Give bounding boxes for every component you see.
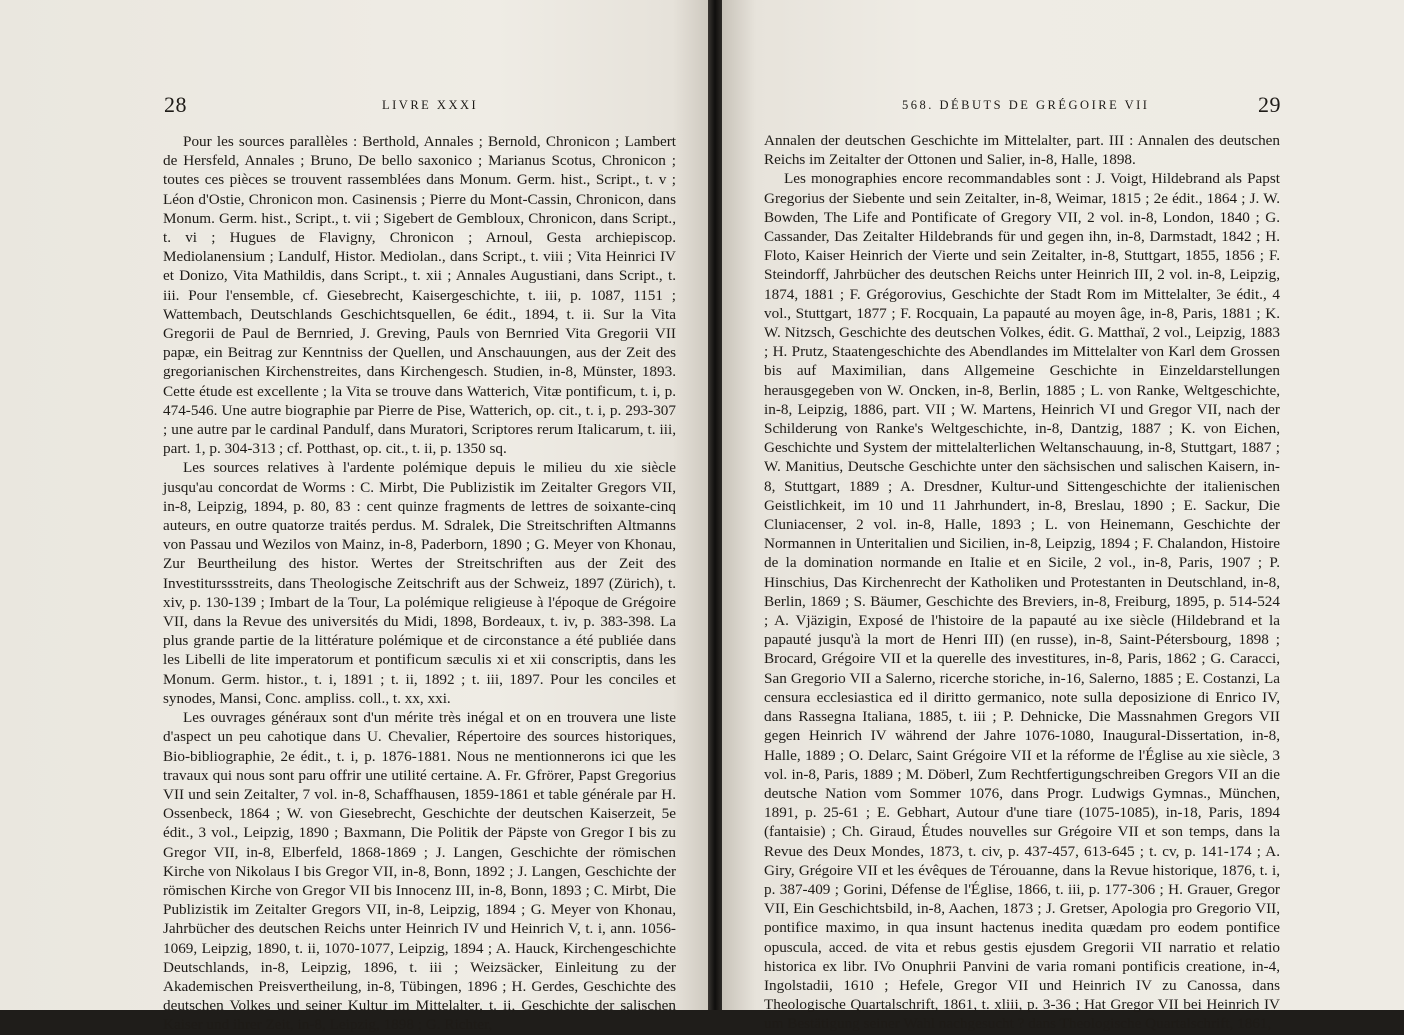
page-number: 28 [164, 92, 187, 117]
paragraph: Les ouvrages généraux sont d'un mérite très inégal et on en trouvera une liste d'aspect un peu cahotique dans U. Chevalier, Répertoire des sources historiques, Bio-bibliographie, 2e édit., t. i, p. 1876-1881. Nous ne mentionnerons ici que les travaux qui nous sont paru offrir une utilité certaine. A. Fr. Gfrörer, Papst Gregorius VII und sein Zeitalter, 7 vol. in-8, Schaffhausen, 1859-1861 et table générale par H. Ossenbeck, 1864 ; W. von Giesebrecht, Geschichte der deutschen Kaiserzeit, 5e édit., 3 vol., Leipzig, 1890 ; Baxmann, Die Politik der Päpste von Gregor I bis zu Gregor VII, in-8, Elberfeld, 1868-1869 ; J. Langen, Geschichte der römischen Kirche von Nikolaus I bis Gregor VII, in-8, Bonn, 1892 ; J. Langen, Geschichte der römischen Kirche von Gregor VII bis Innocenz III, in-8, Bonn, 1893 ; C. Mirbt, Die Publizistik im Zeitalter Gregors VII, in-8, Leipzig, 1894 ; G. Meyer von Khonau, Jahrbücher des deutschen Reichs unter Heinrich IV und Heinrich V, t. i, ann. 1056-1069, Leipzig, 1890, t. ii, 1070-1077, Leipzig, 1894 ; A. Hauck, Kirchengeschichte Deutschlands, in-8, Leipzig, 1896, t. iii ; Weizsäcker, Einleitung zu der Akademischen Preisvertheilung, in-8, Tübingen, 1896 ; H. Gerdes, Geschichte des deutschen Volkes und seiner Kultur im Mittelalter, t. ii, Geschichte der salischen Kaiser und ihrer Zeit, in-8, Leipzig, 1898 ; G. Richter, [163, 709, 676, 1034]
paragraph: Les sources relatives à l'ardente polémique depuis le milieu du xie siècle jusqu'au concordat de Worms : C. Mirbt, Die Publizistik im Zeitalter Gregors VII, in-8, Leipzig, 1894, p. 80, 83 : cent quinze fragments de lettres de soixante-cinq auteurs, en outre quatorze traités perdus. M. Sdralek, Die Streitschriften Altmanns von Passau und Wezilos von Mainz, in-8, Paderborn, 1890 ; G. Meyer von Khonau, Zur Beurtheilung des histor. Wertes der Streitschriften aus der Zeit des Investiturssstreits, dans Theologische Zeitschrift aus der Schweiz, 1897 (Zürich), t. xiv, p. 130-139 ; Imbart de la Tour, La polémique religieuse à l'époque de Grégoire VII, dans la Revue des universités du Midi, 1898, Bordeaux, t. iv, p. 383-398. La plus grande partie de la littérature polémique et de circonstance a été publiée dans les Libelli de lite imperatorum et pontificum sæculis xi et xii conscriptis, dans les Monum. Germ. histor., t. i, 1891 ; t. ii, 1892 ; t. iii, 1897. Pour les conciles et synodes, Mansi, Conc. ampliss. coll., t. xx, xxi. [163, 459, 676, 707]
right-page [722, 0, 1404, 1033]
running-head: LIVRE XXXI [382, 98, 479, 112]
page-body [764, 131, 1280, 1034]
paragraph: Pour les sources parallèles : Berthold, Annales ; Bernold, Chronicon ; Lambert de Hersfeld, Annales ; Bruno, De bello saxonico ; Marianus Scotus, Chronicon ; toutes ces pièces se trouvent rassemblées dans Monum. Germ. hist., Script., t. v ; Léon d'Ostie, Chronicon mon. Casinensis ; Pierre du Mont-Cassin, Chronicon, dans Monum. Germ. hist., Script., t. vii ; Sigebert de Gembloux, Chronicon, dans Script., t. vi ; Hugues de Flavigny, Chronicon ; Arnoul, Gesta archiepiscop. Mediolanensium ; Landulf, Histor. Mediolan., dans Script., t. viii ; Vita Heinrici IV et Donizo, Vita Mathildis, dans Script., t. xii ; Annales Augustiani, dans Script., t. iii. Pour l'ensemble, cf. Giesebrecht, Kaisergeschichte, t. iii, p. 1087, 1151 ; Wattembach, Deutschlands Geschichtsquellen, 6e édit., 1894, t. ii. Sur la Vita Gregorii de Paul de Bernried, J. Greving, Pauls von Bernried Vita Gregorii VII papæ, ein Beitrag zur Kenntniss der Quellen, und Anschauungen, aus der Zeit des gregorianischen Kirchenstreites, dans Kirchengesch. Studien, in-8, Münster, 1893. Cette étude est excellente ; la Vita se trouve dans Watterich, Vitæ pontificum, t. i, p. 474-546. Une autre biographie par Pierre de Pise, Watterich, op. cit., t. i, p. 293-307 ; une autre par le cardinal Pandulf, dans Muratori, Scriptores rerum Italicarum, t. iii, part. 1, p. 304-313 ; cf. Potthast, op. cit., t. ii, p. 1350 sq. [163, 133, 676, 458]
book-gutter [708, 0, 722, 1010]
page-number: 29 [1258, 92, 1281, 117]
paragraph: Annalen der deutschen Geschichte im Mittelalter, part. III : Annalen des deutschen Reichs im Zeitalter der Ottonen und Salier, in-8, Halle, 1898. [764, 132, 1280, 169]
paragraph: Les monographies encore recommandables sont : J. Voigt, Hildebrand als Papst Gregorius der Siebente und sein Zeitalter, in-8, Weimar, 1815 ; 2e édit., 1864 ; J. W. Bowden, The Life and Pontificate of Gregory VII, 2 vol. in-8, London, 1840 ; G. Cassander, Das Zeitalter Hildebrands für und gegen ihn, in-8, Darmstadt, 1842 ; H. Floto, Kaiser Heinrich der Vierte und sein Zeitalter, in-8, Stuttgart, 1855, 1856 ; F. Steindorff, Jahrbücher des deutschen Reichs unter Heinrich III, 2 vol. in-8, Leipzig, 1874, 1881 ; F. Grégorovius, Geschichte der Stadt Rom im Mittelalter, 3e édit., 4 vol., Stuttgart, 1877 ; F. Rocquain, La papauté au moyen âge, in-8, Paris, 1881 ; K. W. Nitzsch, Geschichte des deutschen Volkes, édit. G. Matthaï, 2 vol., Leipzig, 1883 ; H. Prutz, Staatengeschichte des Abendlandes im Mittelalter von Karl dem Grossen bis auf Maximilian, dans Allgemeine Geschichte in Einzeldarstellungen herausgegeben von W. Oncken, in-8, Berlin, 1885 ; L. von Ranke, Weltgeschichte, in-8, Leipzig, 1886, part. VII ; W. Martens, Heinrich VI und Gregor VII, nach der Schilderung von Ranke's Weltgeschichte, in-8, Dantzig, 1887 ; K. von Eichen, Geschichte und System der mittelalterlichen Weltanschauung, in-8, Stuttgart, 1887 ; W. Manitius, Deutsche Geschichte unter den sächsischen und salischen Kaisern, in-8, Stuttgart, 1889 ; A. Dresdner, Kultur-und Sittengeschichte der italienischen Geistlichkeit, im 10 und 11 Jahrhundert, in-8, Breslau, 1890 ; E. Sackur, Die Cluniacenser, 2 vol. in-8, Halle, 1893 ; L. von Heinemann, Geschichte der Normannen in Unteritalien und Sicilien, in-8, Leipzig, 1894 ; F. Chalandon, Histoire de la domination normande en Italie et en Sicile, 2 vol., in-8, Paris, 1907 ; P. Hinschius, Das Kirchenrecht der Katholiken und Protestanten in Deutschland, in-8, Berlin, 1869 ; S. Bäumer, Geschichte des Breviers, in-8, Freiburg, 1895, p. 514-524 ; A. Vjäzigin, Exposé de l'histoire de la papauté au ixe siècle (Hildebrand et la papauté jusqu'à la mort de Henri III) (en russe), in-8, Saint-Pétersbourg, 1898 ; Brocard, Grégoire VII et la querelle des investitures, in-8, Paris, 1862 ; G. Caracci, San Gregorio VII a Salerno, ricerche storiche, in-16, Salerno, 1885 ; E. Costanzi, La censura ecclesiastica ed il diritto germanico, note sulla deposizione di Enrico IV, dans Rassegna Italiana, 1885, t. iii ; P. Dehnicke, Die Massnahmen Gregors VII gegen Heinrich IV während der Jahre 1076-1080, Inaugural-Dissertation, in-8, Halle, 1889 ; O. Delarc, Saint Grégoire VII et la réforme de l'Église au xie siècle, 3 vol. in-8, Paris, 1889 ; M. Döberl, Zum Rechtfertigungschreiben Gregors VII an die deutsche Nation vom Sommer 1076, dans Progr. Ludwigs Gymnas., München, 1891, p. 25-61 ; E. Gebhart, Autour d'une tiare (1075-1085), in-18, Paris, 1894 (fantaisie) ; Ch. Giraud, Études nouvelles sur Grégoire VII et son temps, dans la Revue des Deux Mondes, 1873, t. civ, p. 437-457, 613-645 ; t. cv, p. 141-174 ; A. Giry, Grégoire VII et les évêques de Térouanne, dans la Revue historique, 1876, t. i, p. 387-409 ; Gorini, Défense de l'Église, 1866, t. iii, p. 177-306 ; H. Grauer, Gregor VII, Ein Geschichtsbild, in-8, Aachen, 1873 ; J. Gretser, Apologia pro Gregorio VII, pontifice maximo, in qua insunt hactenus inedita quædam pro eodem pontifice opuscula, acced. de vita et rebus gestis ejusdem Gregorii VII narratio et relatio historica ex libr. IVo Onuphrii Panvini de varia romani pontificis creatione, in-4, Ingolstadii, 1610 ; Hefele, Gregor VII und Heinrich IV zu Canossa, dans Theologische Quartalschrift, 1861, t. xliii, p. 3-36 ; Hat Gregor VII bei Heinrich IV um Bestätigung seiner Wahl nachgesucht ? dans Theologische Quartalschrift, 1861, [764, 170, 1280, 1033]
running-head: 568. DÉBUTS DE GRÉGOIRE VII [902, 98, 1150, 112]
page-body [163, 132, 676, 1035]
